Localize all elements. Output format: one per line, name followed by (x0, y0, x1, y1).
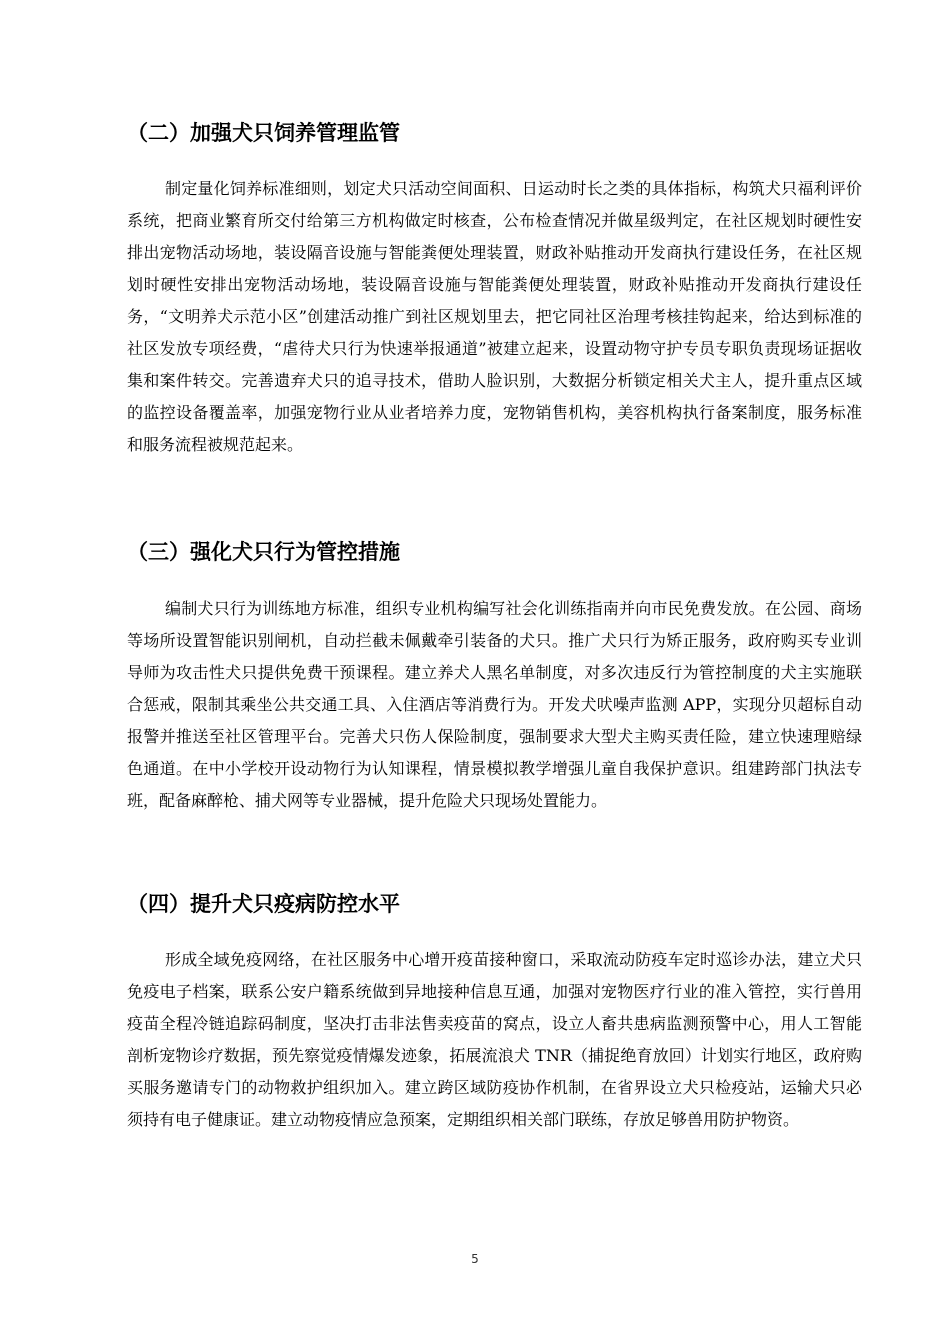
section-heading-3: （三）强化犬只行为管控措施 (127, 540, 400, 564)
page-number: 5 (471, 1252, 479, 1266)
section-body-4: 形成全域免疫网络，在社区服务中心增开疫苗接种窗口，采取流动防疫车定时巡诊办法，建立犬只免疫电子档案，联系公安户籍系统做到异地接种信息互通，加强对宠物医疗行业的准入管控，实行兽用疫苗全程冷链追踪码制度，坚决打击非法售卖疫苗的窝点，设立人畜共患病监测预警中心，用人工智能剖析宠物诊疗数据，预先察觉疫情爆发迹象，拓展流浪犬 TNR（捕捉绝育放回）计划实行地区，政府购买服务邀请专门的动物救护组织加入。建立跨区域防疫协作机制，在省界设立犬只检疫站，运输犬只必须持有电子健康证。建立动物疫情应急预案，定期组织相关部门联练，存放足够兽用防护物资。 (127, 950, 862, 1129)
section-heading-2: （二）加强犬只饲养管理监管 (127, 121, 400, 145)
section-heading-4: （四）提升犬只疫病防控水平 (127, 892, 400, 916)
section-body-3: 编制犬只行为训练地方标准，组织专业机构编写社会化训练指南并向市民免费发放。在公园、商场等场所设置智能识别闸机，自动拦截未佩戴牵引装备的犬只。推广犬只行为矫正服务，政府购买专业训导师为攻击性犬只提供免费干预课程。建立养犬人黑名单制度，对多次违反行为管控制度的犬主实施联合惩戒，限制其乘坐公共交通工具、入住酒店等消费行为。开发犬吠噪声监测 APP，实现分贝超标自动报警并推送至社区管理平台。完善犬只伤人保险制度，强制要求大型犬主购买责任险，建立快速理赔绿色通道。在中小学校开设动物行为认知课程，情景模拟教学增强儿童自我保护意识。组建跨部门执法专班，配备麻醉枪、捕犬网等专业器械，提升危险犬只现场处置能力。 (127, 599, 862, 810)
section-body-2: 制定量化饲养标准细则，划定犬只活动空间面积、日运动时长之类的具体指标，构筑犬只福利评价系统，把商业繁育所交付给第三方机构做定时核查，公布检查情况并做星级判定，在社区规划时硬性安排出宠物活动场地，装设隔音设施与智能粪便处理装置，财政补贴推动开发商执行建设任务，在社区规划时硬性安排出宠物活动场地，装设隔音设施与智能粪便处理装置，财政补贴推动开发商执行建设任务，“文明养犬示范小区”创建活动推广到社区规划里去，把它同社区治理考核挂钩起来，给达到标准的社区发放专项经费，“虐待犬只行为快速举报通道”被建立起来，设置动物守护专员专职负责现场证据收集和案件转交。完善遗弃犬只的追寻技术，借助人脸识别，大数据分析锁定相关犬主人，提升重点区域的监控设备覆盖率，加强宠物行业从业者培养力度，宠物销售机构，美容机构执行备案制度，服务标准和服务流程被规范起来。 (127, 179, 862, 454)
